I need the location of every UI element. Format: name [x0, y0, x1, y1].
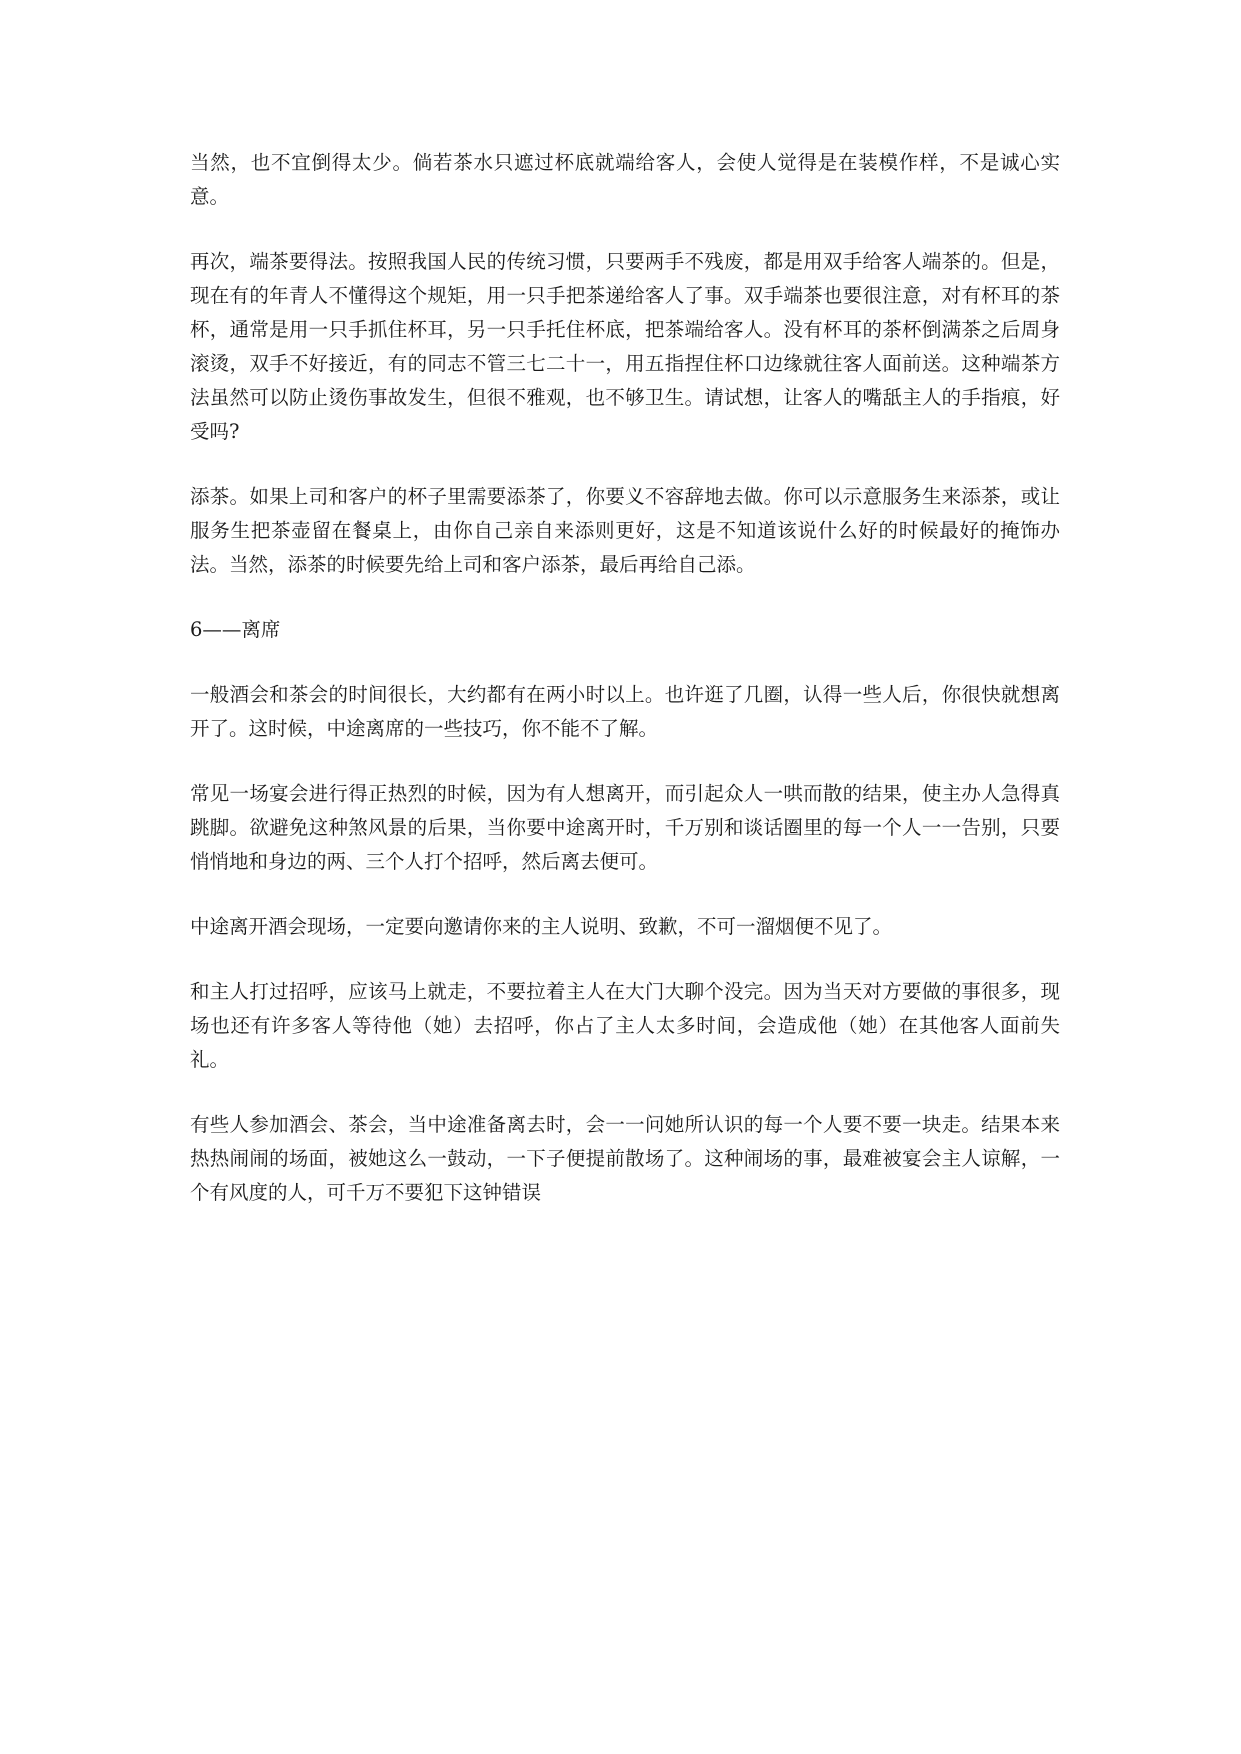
paragraph-serving-tea: 再次，端茶要得法。按照我国人民的传统习惯，只要两手不残废，都是用双手给客人端茶的。但是，现在有的年青人不懂得这个规矩，用一只手把茶递给客人了事。双手端茶也要很注意，对有杯耳的茶杯，通常是用一只手抓住杯耳，另一只手托住杯底，把茶端给客人。没有杯耳的茶杯倒满茶之后周身滚烫，双手不好接近，有的同志不管三七二十一，用五指捏住杯口边缘就往客人面前送。这种端茶方法虽然可以防止烫伤事故发生，但很不雅观，也不够卫生。请试想，让客人的嘴舐主人的手指痕，好受吗? [190, 250, 1060, 443]
paragraph-refilling-tea: 添茶。如果上司和客户的杯子里需要添茶了，你要义不容辞地去做。你可以示意服务生来添茶，或让服务生把茶壶留在餐桌上，由你自己亲自来添则更好，这是不知道该说什么好的时候最好的掩饰办法。当然，添茶的时候要先给上司和客户添茶，最后再给自己添。 [190, 485, 1060, 576]
paragraph-tea-amount: 当然，也不宜倒得太少。倘若茶水只遮过杯底就端给客人，会使人觉得是在装模作样，不是诚心实意。 [190, 151, 1060, 208]
paragraph-leaving-host: 中途离开酒会现场，一定要向邀请你来的主人说明、致歉，不可一溜烟便不见了。 [190, 915, 893, 938]
section-heading: 6——离席 [190, 618, 281, 641]
paragraph-leaving-quietly: 常见一场宴会进行得正热烈的时候，因为有人想离开，而引起众人一哄而散的结果，使主办人急得真跳脚。欲避免这种煞风景的后果，当你要中途离开时，千万别和谈话圈里的每一个人一一告别，只要悄悄地和身边的两、三个人打个招呼，然后离去便可。 [190, 782, 1060, 873]
document-body [190, 146, 1060, 1241]
paragraph-leaving-intro: 一般酒会和茶会的时间很长，大约都有在两小时以上。也许逛了几圈，认得一些人后，你很快就想离开了。这时候，中途离席的一些技巧，你不能不了解。 [190, 683, 1060, 740]
paragraph-leaving-others: 有些人参加酒会、茶会，当中途准备离去时，会一一问她所认识的每一个人要不要一块走。结果本来热热闹闹的场面，被她这么一鼓动，一下子便提前散场了。这种闹场的事，最难被宴会主人谅解，一个有风度的人，可千万不要犯下这钟错误 [190, 1113, 1060, 1204]
paragraph-leaving-promptly: 和主人打过招呼，应该马上就走，不要拉着主人在大门大聊个没完。因为当天对方要做的事很多，现场也还有许多客人等待他（她）去招呼，你占了主人太多时间，会造成他（她）在其他客人面前失礼。 [190, 980, 1060, 1071]
